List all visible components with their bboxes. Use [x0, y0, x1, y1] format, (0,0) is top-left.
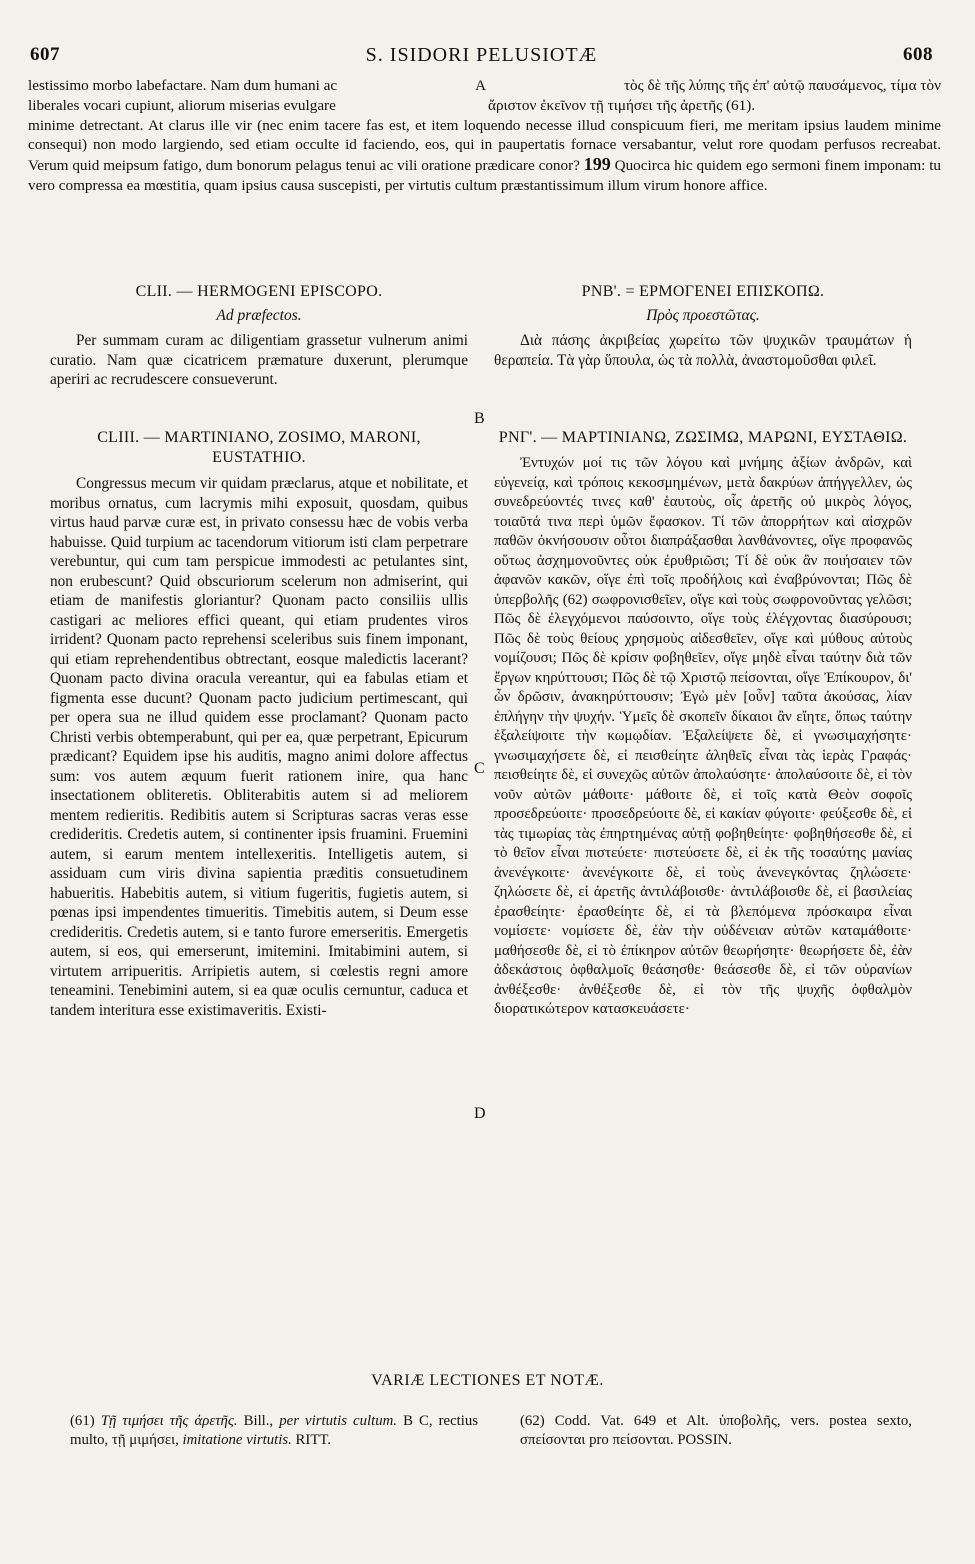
intro-latin-2: liberales vocari cupiunt, aliorum miserias evulgare	[28, 96, 336, 114]
letter-152-greek-heading: ΡΝΒ'. = ΕΡΜΟΓΕΝΕΙ ΕΠΙΣΚΟΠΩ.	[581, 283, 825, 300]
letter-153-latin-text: Congressus mecum vir quidam præclarus, atque et nobilitate, et moribus ornatus, cum lacrymis mihi exposuit, quosdam, quibus virtus haud parvæ curæ est, in privato consessu hæc de vobis verba habuisse. Quid turpium ac tacendorum vitiorum isti clam perpetrare verebuntur, qui cum tam perspicue immodesti ac petulantes sint, non erubescunt? Quid obscuriorum scelerum non admiserint, qui etiam de manifestis gloriantur? Quonam pacto consiliis ullis castigari ac meliores effici queant, qui etiam prudentes viros irrident? Quonam pacto reprehensi sceleribus suis finem imponant, qui etiam reprehendentibus obtrectant, eosque maledictis lacerant? Quonam pacto divina oracula vereantur, qui ea fabulas etiam et figmenta esse ducunt? Quonam pacto judicium pertimescant, qui per opera sua ne illud quidem esse proclamant? Quonam pacto Christi verbis obtemperabunt, qui per ea, quæ perpetrant, Epicurum prædicant? Equidem ipse his auditis, magno animi dolore affectus sum: vos autem æquum fuerit rationem inire, qua hanc insectationem obliteretis. Obliterabitis autem si ad meliorem mentem redieritis. Redibitis autem si Scripturas sacras veras esse credideritis. Credetis autem, si continenter ipsis fruamini. Fruemini autem, si earum mentem intellexeritis. Intelligetis autem, si assiduam cum viris divina sapientia præditis consuetudinem habueritis. Habebitis autem, si vitium fugeritis, fugietis autem, si pœnas ipsi impendentes timueritis. Timebitis autem, si Deum esse credideritis. Credetis autem, si e tanto furore emerseritis. Emergetis autem, si eos, qui emerserunt, imitemini. Imitabimini autem, si virtutem arripueritis. Arripietis autem, si cœlestis regni amore teneamini. Tenebimini autem, si ea quæ oculis cernuntur, caduca et tandem interitura esse existimaveritis. Existi-	[50, 475, 468, 1019]
note-61-editor: RITT.	[295, 1431, 332, 1448]
page-number-left: 607	[30, 44, 60, 65]
intro-continuation	[28, 76, 941, 196]
letter-153-greek-text: Ἐντυχών μοί τις τῶν λόγου καὶ μνήμης ἀξίων ἀνδρῶν, καὶ εὐγενείᾳ, καὶ τρόποις κεκοσμημένων, μετὰ δακρύων ἀπήγγελλεν, ὡς συνεδρεύοντές τινες καθ' ἑαυτοὺς, οἷς ἀρετῆς οὐ μικρὸς λόγος, τοιαῦτά τινα περὶ ὑμῶν ἔφασκον. Τί τῶν ἀπορρήτων καὶ αἰσχρῶν παθῶν ὀκνήσουσιν οὗτοι διαπράξασθαι λανθάνοντες, οἵγε προφανῶς οὕτως ἀσχημονοῦντες οὐκ ἐρυθριῶσι; Τί δὲ οὐκ ἂν ποιήσαιεν τῶν ἀφανῶν κακῶν, οἵγε ἐπὶ τοῖς προδήλοις καὶ ἐναβρύνονται; Πῶς δὲ ὑπερβολῆς (62) σωφρονισθεῖεν, οἵγε καὶ τοὺς σωφρονοῦντας γελῶσι; Πῶς δὲ ἐλεγχόμενοι παύσοιντο, οἵγε τοὺς ἐλέγχοντας διασύρουσι; Πῶς δὲ τοὺς θείους χρησμοὺς αἰδεσθεῖεν, οἵγε καὶ μύθους αὐτοὺς νομίζουσι; Πῶς δὲ κρίσιν φοβηθεῖεν, οἵγε μηδὲ εἶναι ταύτην διὰ τῶν ἔργων κηρύττουσι; Πῶς δὲ τῷ Χριστῷ πείσονται, οἵγε Ἐπίκουρον, δι' ὧν δρῶσιν, ἀνακηρύττουσιν; Ἐγὼ μὲν [οὖν] ταῦτα ἀκούσας, λίαν ἐπλήγην τὴν ψυχήν. Ὑμεῖς δὲ σκοπεῖν δίκαιοι ἂν εἴητε, ὅπως ταύτην ἐξαλείψοιτε τὴν κωμῳδίαν. Ἐξαλείψετε δὲ, εἰ γνωσιμαχήσητε· γνωσιμαχήσετε δὲ, εἰ πεισθείητε ἀληθεῖς εἶναι τὰς ἱερὰς Γραφάς· πεισθείητε δὲ, εἰ συνεχῶς αὐτῶν ἀπολαύσητε· ἀπολαύσοιτε δὲ, εἰ τὸν νοῦν αὐτῶν μάθοιτε· μάθοιτε δὲ, εἰ τοῖς κατὰ Θεὸν σοφοῖς προσεδρεύοιτε· προσεδρεύοιτε δὲ, εἰ κακίαν φύγοιτε· φεύξεσθε δὲ, εἰ τὰς τιμωρίας τὰς ἐπηρτημένας αὐτῇ φοβηθείητε· φοβηθήσεσθε δὲ, εἰ τὸ θεῖον εἶναι πιστεύετε· πιστεύσετε δὲ, εἰ ἐκ τῆς τοσαύτης μανίας ἀνενέγκοιτε· ἀνενέγκοιτε δὲ, εἰ τοὺς ἀνενεγκόντας ζηλώσετε· ζηλώσετε δὲ, εἰ ἀρετῆς ἀντιλάβοισθε· ἀντιλάβοισθε δὲ, εἰ βασιλείας ἐρασθείητε· ἐρασθείητε δὲ, εἰ τὰ βλεπόμενα πρόσκαιρα εἶναι νομίσετε· νομίσετε δὲ, ἐὰν τὴν οὐδένειαν αὐτῶν καταμάθοιτε· μαθήσεσθε δὲ, εἰ τὸ ἐπίκηρον αὐτῶν θεωρήσητε· θεωρήσετε δὲ, ἐὰν ἀδεκάστοις ὀφθαλμοῖς θεάσησθε· θεάσεσθε δὲ, εἰ τῶν οὐρανίων ἀνθέξεσθε· ἀνθέξεσθε δὲ, εἰ τὸν τῆς ψυχῆς ὀφθαλμὸν διορατικώτερον κατασκευάσετε·	[494, 455, 912, 1017]
intro-greek-2: ἄριστον ἐκεῖνον τῇ τιμήσει τῆς ἀρετῆς (61).	[488, 96, 756, 114]
note-61-source: Bill.,	[243, 1413, 274, 1429]
margin-letter-a: A	[475, 77, 487, 94]
intro-latin-1: lestissimo morbo labefactare. Nam dum humani ac	[28, 77, 338, 94]
running-title: S. ISIDORI PELUSIOTÆ	[365, 44, 598, 66]
notes-title: VARIÆ LECTIONES ET NOTÆ.	[371, 1372, 604, 1389]
intro-line-1	[28, 76, 941, 96]
running-header	[30, 38, 933, 74]
note-61-variant-translation: imitatione virtutis.	[182, 1431, 292, 1448]
letter-152-latin-heading: CLII. — HERMOGENI EPISCOPO.	[135, 283, 383, 300]
letter-153-latin	[50, 428, 468, 1020]
note-61-variant: B C, rectius multo, τῇ μιμήσει,	[70, 1413, 479, 1448]
note-61	[70, 1412, 478, 1449]
letter-152-greek-text: Διὰ πάσης ἀκριβείας χωρείτω τῶν ψυχικῶν τραυμάτων ἡ θεραπεία. Τὰ γὰρ ὕπουλα, ὡς τὰ πολλὰ, ἀναστομοῦσθαι φιλεῖ.	[494, 332, 912, 369]
intro-latin-rest	[28, 116, 941, 196]
letter-153-latin-heading: CLIII. — MARTINIANO, ZOSIMO, MARONI, EUSTATHIO.	[97, 429, 421, 466]
margin-letter-b: B	[474, 410, 485, 427]
letter-153-greek-heading: ΡΝΓ'. — ΜΑΡΤΙΝΙΑΝΩ, ΖΩΣΙΜΩ, ΜΑΡΩΝΙ, ΕΥΣΤΑΘΙΩ.	[498, 429, 908, 446]
letter-153-greek	[494, 428, 912, 1020]
letter-152-latin-text: Per summam curam ac diligentiam grassetur vulnerum animi curatio. Nam quæ cicatricem præmature duxerunt, plerumque aperiri ac recrudescere consueverunt.	[50, 332, 468, 389]
note-61-translation: per virtutis cultum.	[279, 1413, 397, 1429]
note-61-number: (61)	[70, 1413, 95, 1429]
margin-letter-d: D	[474, 1105, 486, 1122]
column-number: 199	[583, 154, 611, 175]
letter-152-latin-subtitle: Ad præfectos.	[216, 306, 302, 324]
letter-152-greek	[494, 282, 912, 370]
note-62: (62) Codd. Vat. 649 et Alt. ὑποβολῆς, vers. postea sexto, σπείσονται pro πείσονται. POSSIN.	[520, 1413, 912, 1448]
intro-text-a: minime detrectant. At clarus ille vir (nec enim tacere fas est, et item loquendo necesse illud conspicuum fieri, me meritam ipsius laudem minime consequi) non modo largiendo, sed etiam occulte id faciendo, eos, qui in paupertatis fornace versabantur, velut rore quodam perfusos recreabat. Verum quid meipsum fatigo, dum bonorum pelagus tenui ac vili oratione prædicare conor?	[28, 116, 941, 175]
margin-letter-c: C	[474, 760, 485, 777]
page-number-right: 608	[903, 44, 933, 65]
intro-line-2	[28, 96, 941, 116]
note-61-greek: Τῇ τιμήσει τῆς ἀρετῆς.	[100, 1413, 238, 1429]
letter-152-latin	[50, 282, 468, 390]
letter-152-greek-subtitle: Πρὸς προεστῶτας.	[646, 306, 760, 324]
intro-greek-1: τὸς δὲ τῆς λύπης τῆς ἐπ' αὐτῷ παυσάμενος, τίμα τὸν	[623, 77, 941, 94]
intro-text-b: Quocirca hic quidem ego sermoni finem imponam: tu vero compressa ea mœstitia, quam ipsius causa suscepisti, per virtutis cultum præstantissimum illum virum honore affice.	[28, 157, 942, 194]
